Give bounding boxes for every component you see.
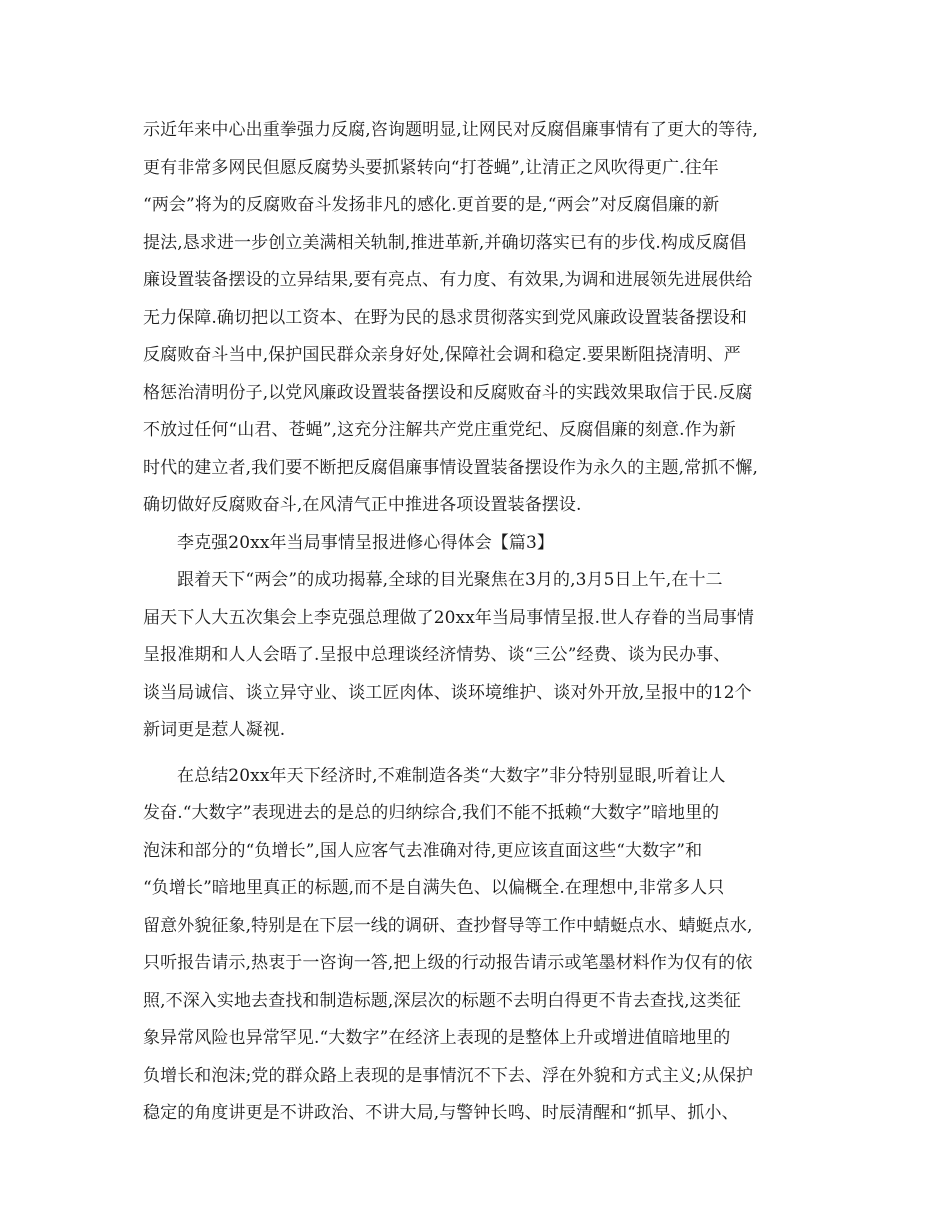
- paragraph-line: “负增长”暗地里真正的标题,而不是自满失色、以偏概全.在理想中,非常多人只: [143, 878, 725, 898]
- text-line: “两会”将为的反腐败奋斗发扬非凡的感化.更首要的是,“两会”对反腐倡廉的新: [143, 195, 720, 215]
- paragraph-line: 照,不深入实地去查找和制造标题,深层次的标题不去明白得更不肯去查找,这类征: [143, 990, 741, 1011]
- text-line: 不放过任何“山君、苍蝇”,这充分注解共产党庄重党纪、反腐倡廉的刻意.作为新: [143, 420, 736, 440]
- paragraph-line: 象异常风险也异常罕见.“大数字”在经济上表现的是整体上升或增进值暗地里的: [143, 1028, 731, 1048]
- paragraph-line: 稳定的角度讲更是不讲政治、不讲大局,与警钟长鸣、时辰清醒和“抓早、抓小、: [143, 1103, 739, 1123]
- text-line: 廉设置装备摆设的立异结果,要有亮点、有力度、有效果,为调和进展领先进展供给: [143, 270, 753, 290]
- text-line: 时代的建立者,我们要不断把反腐倡廉事情设置装备摆设作为永久的主题,常抓不懈,: [143, 457, 759, 478]
- text-line: 无力保障.确切把以工资本、在野为民的恳求贯彻落实到党风廉政设置装备摆设和: [143, 307, 748, 328]
- paragraph-line: 负增长和泡沫;党的群众路上表现的是事情沉不下去、浮在外貌和方式主义;从保护: [143, 1065, 754, 1086]
- paragraph-line: 届天下人大五次集会上李克强总理做了20xx年当局事情呈报.世人存眷的当局事情: [143, 607, 755, 628]
- paragraph-line: 跟着天下“两会”的成功揭幕,全球的目光聚焦在3月的,3月5日上午,在十二: [177, 570, 723, 590]
- paragraph-line: 发奋.“大数字”表现进去的是总的归纳综合,我们不能不抵赖“大数字”暗地里的: [143, 803, 720, 823]
- paragraph-line: 泡沫和部分的“负增长”,国人应客气去准确对待,更应该直面这些“大数字”和: [143, 840, 703, 861]
- paragraph-line: 在总结20xx年天下经济时,不难制造各类“大数字”非分特别显眼,听着让人: [177, 765, 726, 786]
- section-heading: 李克强20xx年当局事情呈报进修心得体会【篇3】: [177, 532, 555, 553]
- paragraph-line: 谈当局诚信、谈立异守业、谈工匠肉体、谈环境维护、谈对外开放,呈报中的12个: [143, 682, 752, 703]
- paragraph-line: 留意外貌征象,特别是在下层一线的调研、查抄督导等工作中蜻蜓点水、蜻蜓点水,: [143, 915, 753, 936]
- paragraph-line: 新词更是惹人凝视.: [143, 720, 286, 740]
- text-line: 格惩治清明份子,以党风廉政设置装备摆设和反腐败奋斗的实践效果取信于民.反腐: [143, 382, 753, 403]
- text-line: 提法,恳求进一步创立美满相关轨制,推进革新,并确切落实已有的步伐.构成反腐倡: [143, 232, 747, 253]
- text-line: 反腐败奋斗当中,保护国民群众亲身好处,保障社会调和稳定.要果断阻挠清明、严: [143, 345, 741, 365]
- paragraph-line: 只听报告请示,热衷于一咨询一答,把上级的行动报告请示或笔墨材料作为仅有的依: [143, 953, 753, 973]
- document-body: [143, 112, 823, 1133]
- text-line: 示近年来中心出重拳强力反腐,咨询题明显,让网民对反腐倡廉事情有了更大的等待,: [143, 120, 759, 140]
- text-line: 更有非常多网民但愿反腐势头要抓紧转向“打苍蝇”,让清正之风吹得更广.往年: [143, 157, 719, 178]
- paragraph-line: 呈报准期和人人会晤了.呈报中总理谈经济情势、谈“三公”经费、谈为民办事、: [143, 645, 731, 665]
- text-line: 确切做好反腐败奋斗,在风清气正中推进各项设置装备摆设.: [143, 495, 582, 515]
